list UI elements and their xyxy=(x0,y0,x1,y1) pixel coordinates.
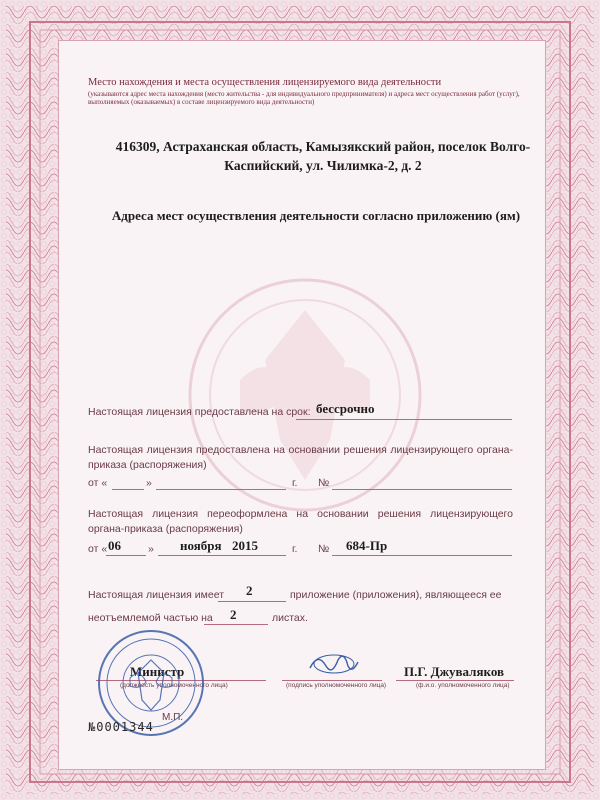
reissue-month-line xyxy=(158,555,286,556)
name-caption: (ф.и.о. уполномоченного лица) xyxy=(416,682,510,689)
name-line xyxy=(396,680,514,681)
location-note: (указываются адрес места нахождения (место жительства - для индивидуального предпринимателя) и адреса мест осуществления работ (услуг), выполняемых (оказываемых) в составе лицензируемого вида деятельности) xyxy=(88,90,520,106)
position-caption: (должность уполномоченного лица) xyxy=(120,682,228,689)
reissue-year: 2015 xyxy=(232,538,258,553)
seal-label: М.П. xyxy=(162,712,184,723)
basis-number-line xyxy=(332,489,512,490)
signature-scribble xyxy=(304,648,364,680)
appendix-sheets-line xyxy=(204,624,268,625)
appendix-count-line xyxy=(218,601,286,602)
term-label: Настоящая лицензия предоставлена на срок: xyxy=(88,406,311,418)
reissue-label: Настоящая лицензия переоформлена на основании решения лицензирующего органа-приказа (распоряжения) xyxy=(88,508,513,535)
basis-day-line xyxy=(112,489,144,490)
appendix-count: 2 xyxy=(246,583,253,598)
reissue-from: от « xyxy=(88,543,108,555)
basis-number-sign: № xyxy=(318,477,330,489)
reissue-year-suffix: г. xyxy=(292,543,298,555)
signature-caption: (подпись уполномоченного лица) xyxy=(286,682,387,689)
term-value: бессрочно xyxy=(316,401,375,416)
basis-month-line xyxy=(156,489,286,490)
appendix-count-suffix: приложение (приложения), являющееся ее xyxy=(290,589,502,601)
basis-from: от « xyxy=(88,477,108,489)
reissue-quote-close: » xyxy=(148,543,154,555)
reissue-day-line xyxy=(106,555,146,556)
term-line xyxy=(296,419,512,420)
reissue-number-sign: № xyxy=(318,543,330,555)
serial-number: №0001344 xyxy=(88,720,154,734)
signer-name: П.Г. Джуваляков xyxy=(404,664,505,679)
appendix-integral-label: неотъемлемой частью на xyxy=(88,612,213,624)
reissue-number: 684-Пр xyxy=(346,538,388,553)
appendix-sheets: 2 xyxy=(230,607,237,622)
main-address: 416309, Астраханская область, Камызякский район, поселок Волго-Каспийский, ул. Чилимка-2, д. 2 xyxy=(115,139,531,173)
signature-line xyxy=(282,680,382,681)
reissue-number-line xyxy=(332,555,512,556)
appendix-address-note: Адреса мест осуществления деятельности согласно приложению (ям) xyxy=(111,208,521,223)
basis-label: Настоящая лицензия предоставлена на основании решения лицензирующего органа-приказа (распоряжения) xyxy=(88,444,513,471)
appendix-sheets-suffix: листах. xyxy=(272,612,308,624)
basis-quote-close: » xyxy=(146,477,152,489)
reissue-day: 06 xyxy=(108,538,121,553)
reissue-month: ноября xyxy=(180,538,222,553)
signer-position: Министр xyxy=(130,664,185,679)
basis-year-suffix: г. xyxy=(292,477,298,489)
appendix-has-label: Настоящая лицензия имеет xyxy=(88,589,225,601)
emblem-watermark xyxy=(180,270,430,520)
location-title: Место нахождения и места осуществления лицензируемого вида деятельности xyxy=(88,77,442,88)
